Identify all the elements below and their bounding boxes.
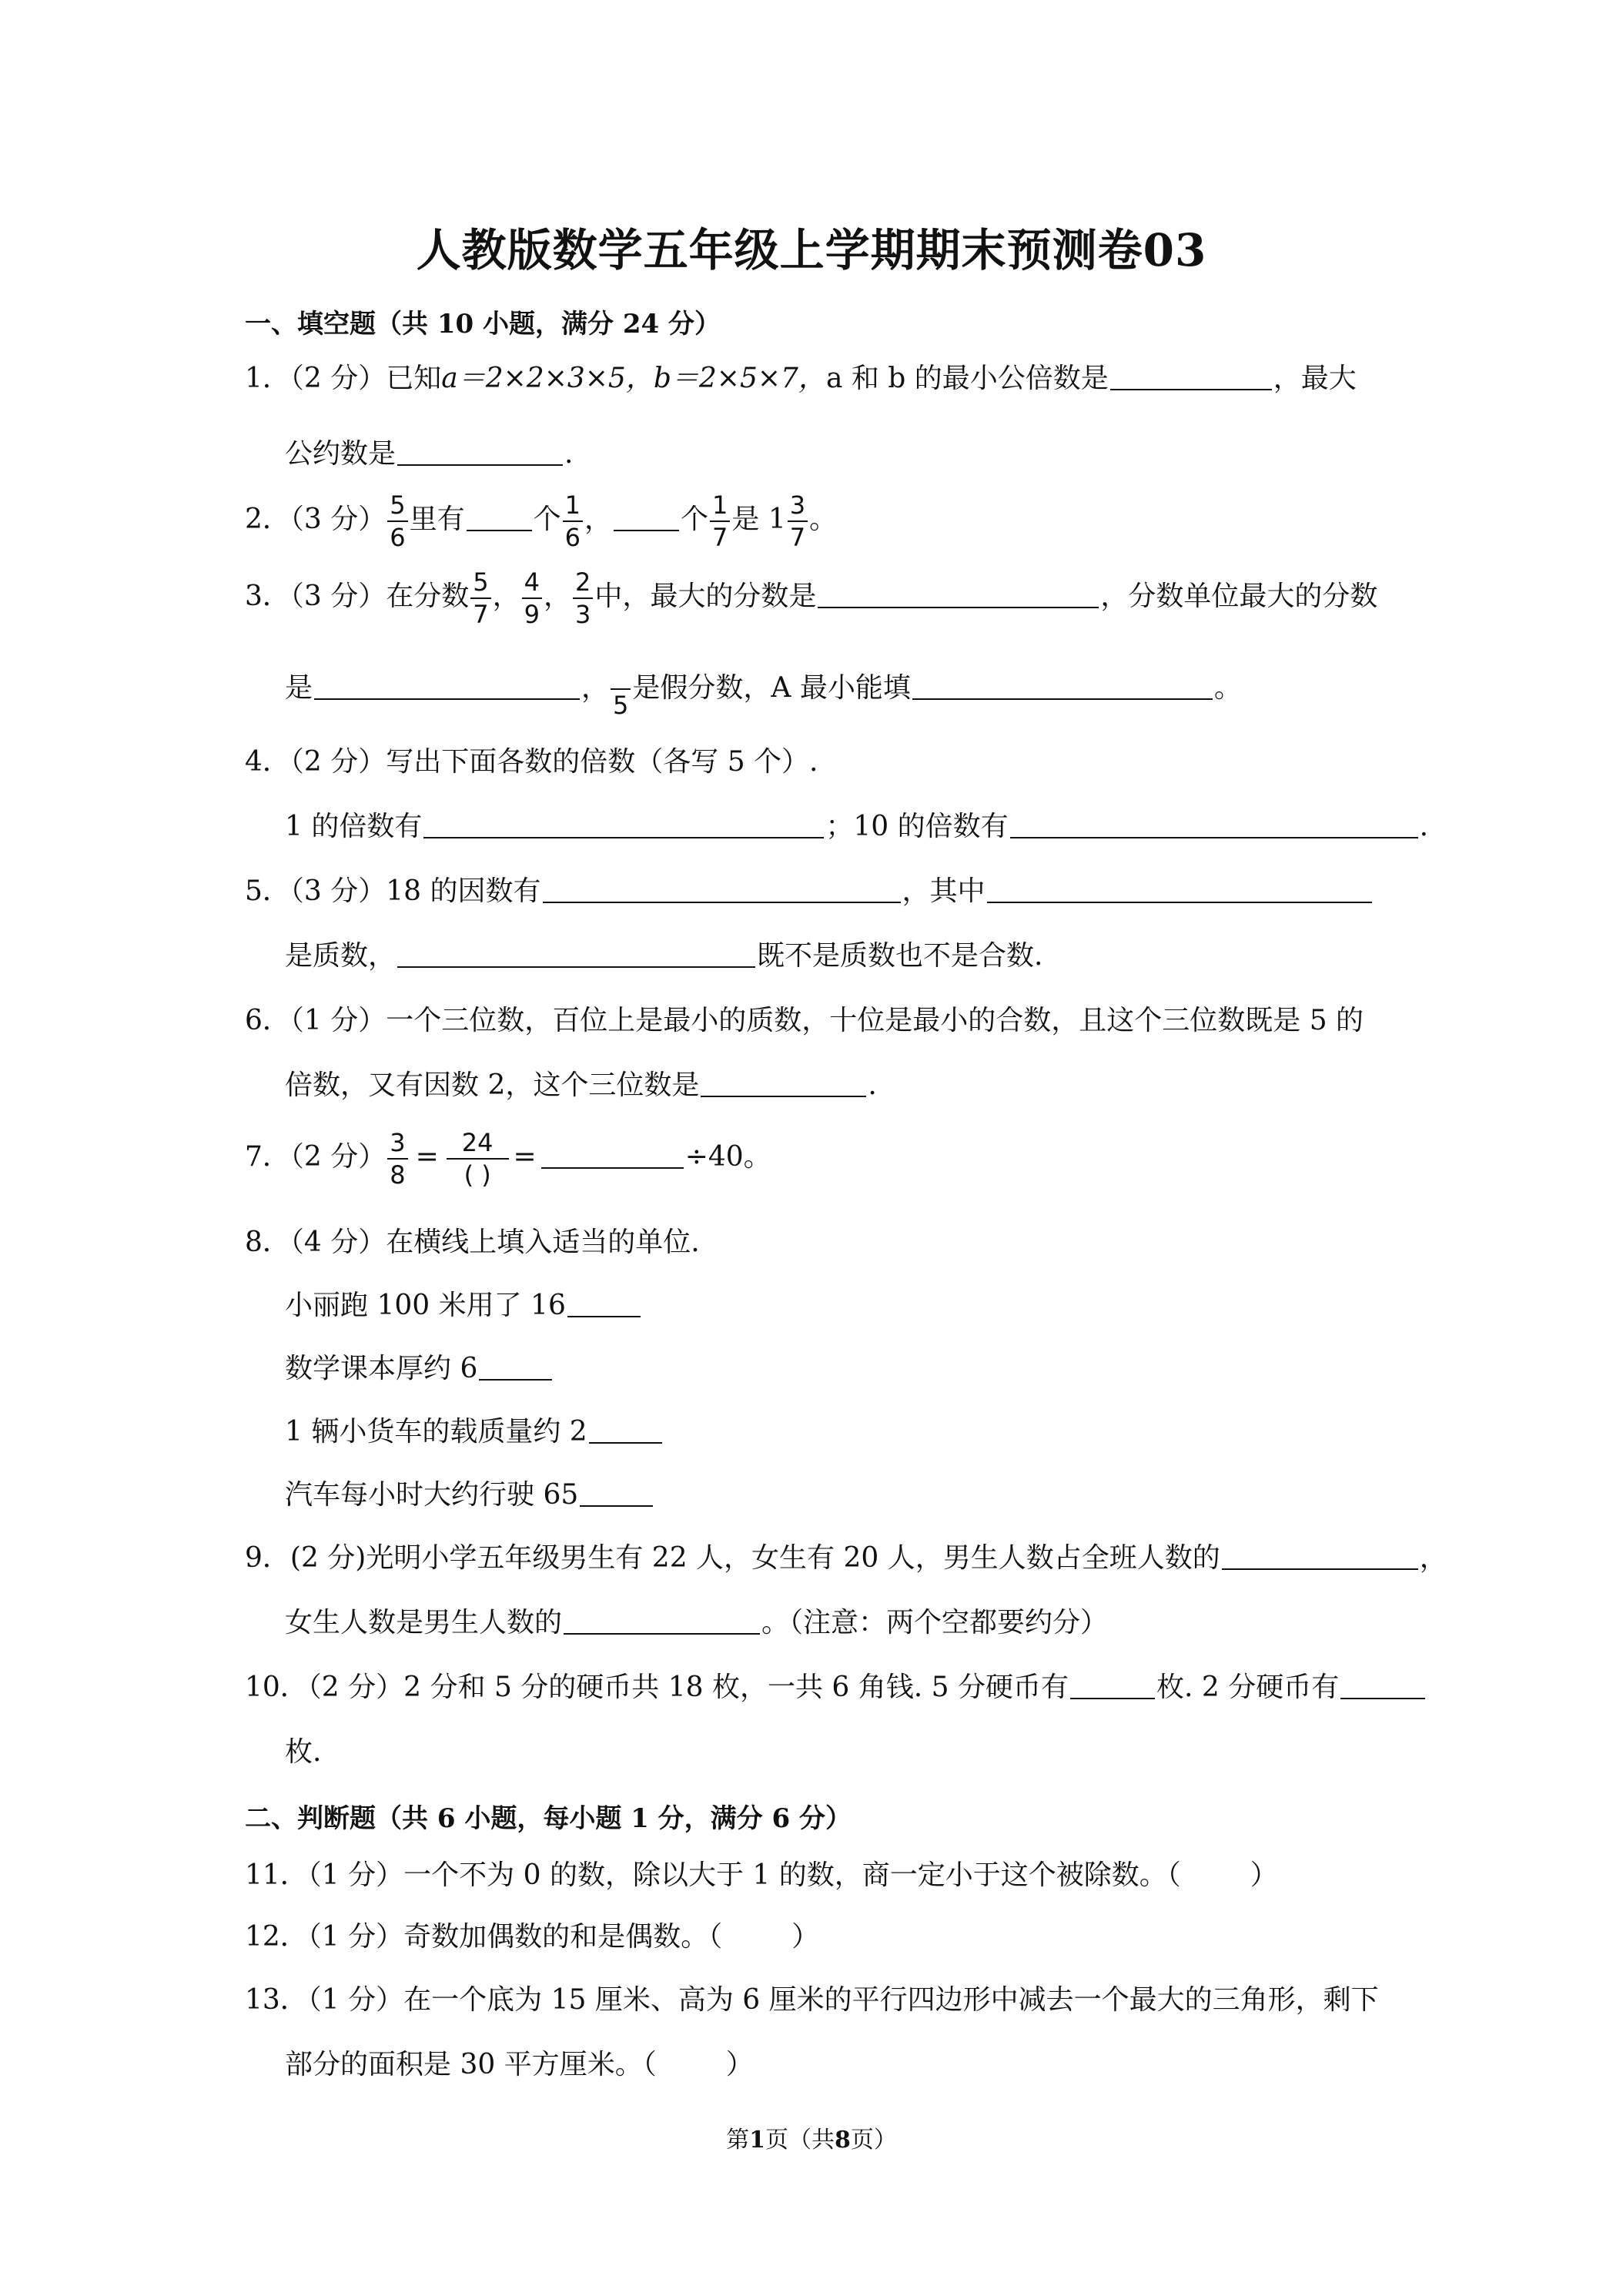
- answer-blank[interactable]: [1010, 812, 1418, 838]
- answer-blank[interactable]: [479, 1354, 552, 1381]
- page-footer: 第1页（共8页）: [726, 2127, 897, 2154]
- fraction-with-blank-denominator[interactable]: $\frac{24}{( )}$: [447, 1130, 509, 1187]
- question-13-line-1: 13．（1 分）在一个底为 15 厘米、高为 6 厘米的平行四边形中减去一个最大的三角形，剩下: [245, 1984, 1379, 2016]
- answer-blank[interactable]: [580, 1481, 653, 1507]
- question-8: 8．（4 分）在横线上填入适当的单位.: [245, 1227, 700, 1258]
- answer-blank[interactable]: [397, 440, 563, 466]
- answer-blank[interactable]: [567, 1291, 641, 1317]
- fraction-a-over-5: 5: [611, 662, 631, 718]
- question-6-line-2: 倍数，又有因数 2，这个三位数是 .: [285, 1069, 877, 1101]
- answer-blank[interactable]: [467, 505, 532, 531]
- question-8-item-4: 汽车每小时大约行驶 65: [285, 1478, 654, 1512]
- answer-blank[interactable]: [818, 582, 1099, 608]
- question-4-line-2: 1 的倍数有 ；10 的倍数有 .: [285, 811, 1429, 842]
- question-11: 11．（1 分）一个不为 0 的数，除以大于 1 的数，商一定小于这个被除数。（ ）: [245, 1859, 1278, 1891]
- answer-blank[interactable]: [1110, 364, 1272, 390]
- fraction: $\frac{3}{8}$: [387, 1130, 407, 1187]
- question-4: 4．（2 分）写出下面各数的倍数（各写 5 个）.: [245, 746, 818, 778]
- question-8-item-1: 小丽跑 100 米用了 16: [285, 1289, 642, 1323]
- fraction: $\frac{5}{6}$: [387, 493, 407, 550]
- answer-blank[interactable]: [589, 1417, 662, 1444]
- question-10-line-1: 10．（2 分）2 分和 5 分的硬币共 18 枚，一共 6 角钱. 5 分硬币有 枚. 2 分硬币有: [245, 1671, 1427, 1705]
- answer-blank[interactable]: [987, 877, 1372, 903]
- answer-blank[interactable]: [541, 1143, 684, 1169]
- answer-blank[interactable]: [1340, 1673, 1425, 1699]
- fraction: $\frac{4}{9}$: [522, 570, 542, 627]
- page-title: 人教版数学五年级上学期期末预测卷03: [416, 224, 1207, 276]
- answer-blank[interactable]: [397, 942, 755, 968]
- question-5-line-1: 5．（3 分）18 的因数有 ，其中: [245, 875, 1374, 909]
- question-1-line-1: 1．（2 分）已知a＝2×2×3×5，b＝2×5×7，a 和 b 的最小公倍数是 ，最大: [245, 363, 1357, 394]
- fraction: $\frac{1}{7}$: [710, 493, 730, 550]
- page-number: 1: [749, 2127, 765, 2154]
- answer-blank[interactable]: [614, 505, 679, 531]
- section-heading-true-false: 二、判断题（共 6 小题，每小题 1 分，满分 6 分）: [245, 1803, 852, 1834]
- question-13-line-2: 部分的面积是 30 平方厘米。（ ）: [285, 2049, 754, 2080]
- fraction: $\frac{5}{7}$: [470, 570, 490, 627]
- answer-blank[interactable]: [564, 1608, 760, 1635]
- question-5-line-2: 是质数， 既不是质数也不是合数.: [285, 940, 1043, 972]
- question-1-line-2: 公约数是 .: [285, 438, 574, 470]
- question-8-item-3: 1 辆小货车的载质量约 2: [285, 1415, 664, 1449]
- question-8-item-2: 数学课本厚约 6: [285, 1352, 554, 1386]
- question-3-line-1: 3．（3 分）在分数 $\frac{5}{7}$ ， $\frac{4}{9}$ ， $\frac{2}{3}$ 中，最大的分数是 ，分数单位最大的分数: [245, 567, 1378, 629]
- fraction: $\frac{1}{6}$: [563, 493, 583, 550]
- fraction: $\frac{3}{7}$: [788, 493, 808, 550]
- question-2: 2．（3 分） $\frac{5}{6}$ 里有 个 $\frac{1}{6}$ ， 个 $\frac{1}{7}$ 是 1 $\frac{3}{7}$ 。: [245, 490, 838, 552]
- answer-blank[interactable]: [423, 812, 824, 838]
- answer-blank[interactable]: [912, 674, 1213, 700]
- question-12: 12．（1 分）奇数加偶数的和是偶数。（ ）: [245, 1921, 820, 1953]
- question-10-line-2: 枚.: [285, 1736, 322, 1768]
- question-3-line-2: 是 ， 5 是假分数，A 最小能填 。: [285, 662, 1242, 718]
- answer-blank[interactable]: [1070, 1673, 1155, 1699]
- answer-blank[interactable]: [543, 877, 901, 903]
- answer-blank[interactable]: [1222, 1544, 1418, 1570]
- answer-blank[interactable]: [314, 674, 580, 700]
- total-pages: 8: [835, 2127, 851, 2154]
- question-9-line-1: 9．(2 分)光明小学五年级男生有 22 人，女生有 20 人，男生人数占全班人数的 ，: [245, 1542, 1447, 1574]
- section-heading-fill-in: 一、填空题（共 10 小题，满分 24 分）: [245, 309, 721, 340]
- answer-blank[interactable]: [701, 1071, 866, 1097]
- question-6-line-1: 6．（1 分）一个三位数，百位上是最小的质数，十位是最小的合数，且这个三位数既是 5 的: [245, 1005, 1364, 1036]
- fraction: $\frac{2}{3}$: [573, 570, 593, 627]
- question-7: 7．（2 分） $\frac{3}{8}$ = $\frac{24}{( )}$ = ÷40。: [245, 1128, 771, 1190]
- question-9-line-2: 女生人数是男生人数的 。（注意：两个空都要约分）: [285, 1607, 1109, 1638]
